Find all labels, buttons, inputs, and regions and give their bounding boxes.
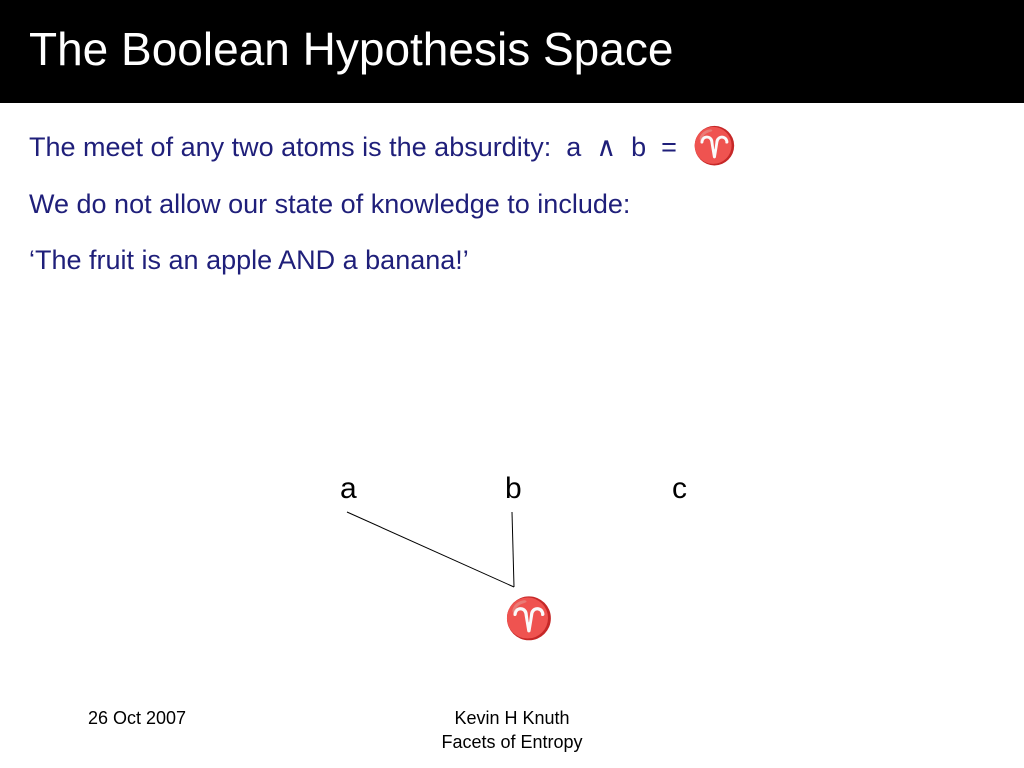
lattice-node-c: c — [672, 472, 687, 505]
absurdity-symbol: ♈ — [691, 126, 737, 167]
edge-b-bottom — [512, 512, 514, 587]
meet-statement: The meet of any two atoms is the absurdity: — [29, 132, 552, 162]
slide-title: The Boolean Hypothesis Space — [29, 23, 674, 75]
footer-author: Kevin H Knuth — [454, 708, 570, 728]
lattice-node-b: b — [505, 472, 522, 505]
footer-talk-title: Facets of Entropy — [441, 732, 583, 752]
atom-a-symbol: a — [566, 132, 582, 162]
footer-date: 26 Oct 2007 — [88, 708, 187, 728]
edge-a-bottom — [347, 512, 514, 587]
body-line-fruit-example: ‘The fruit is an apple AND a banana!’ — [29, 245, 469, 275]
atom-b-symbol: b — [631, 132, 647, 162]
equals-sign: = — [661, 132, 677, 162]
lattice-node-a: a — [340, 472, 357, 505]
body-line-knowledge: We do not allow our state of knowledge to include: — [29, 189, 631, 219]
meet-operator: ∧ — [596, 132, 617, 163]
footer-center — [412, 706, 612, 754]
lattice-node-absurdity: ♈ — [504, 596, 554, 642]
